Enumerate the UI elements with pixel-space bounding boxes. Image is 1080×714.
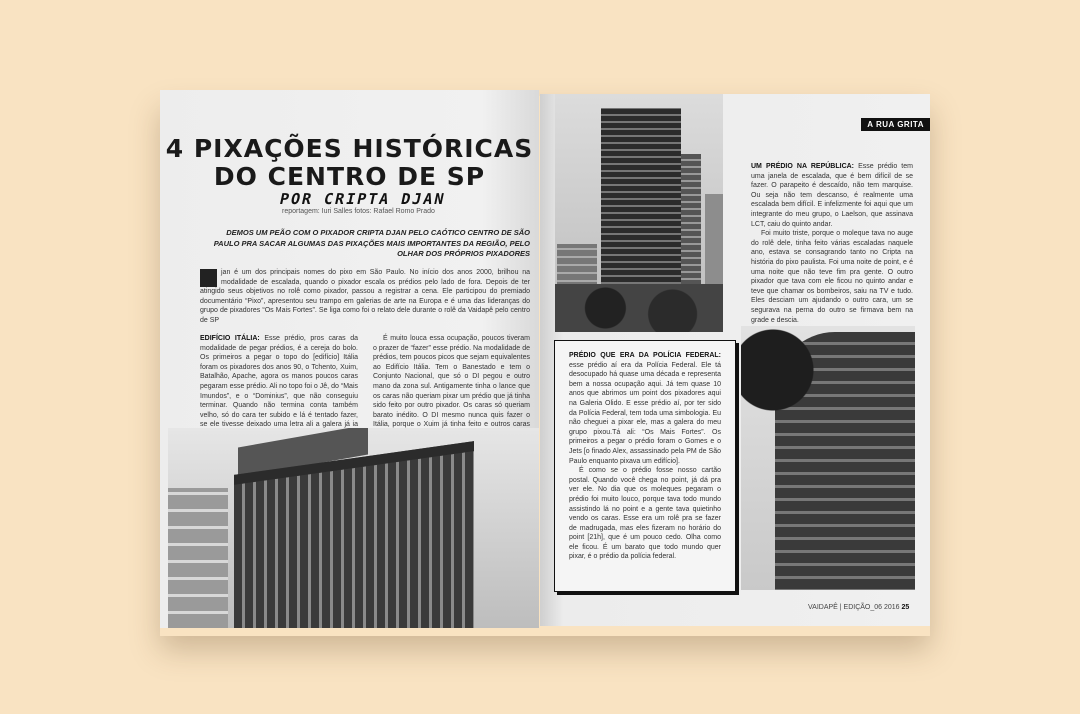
column-edificio-italia: [200, 334, 358, 440]
graffiti-byline: POR CRIPTA DJAN: [278, 190, 448, 208]
photo-edificio-italia: [168, 428, 539, 628]
policia-federal-box: [554, 340, 736, 592]
photo-tower-skyline: [555, 94, 723, 332]
column-republica: [751, 162, 913, 325]
right-page: [540, 94, 930, 626]
section-heading-italia: EDIFÍCIO ITÁLIA:: [200, 335, 260, 342]
lead-paragraph: DEMOS UM PEÃO COM O PIXADOR CRIPTA DJAN PELO CAÓTICO CENTRO DE SÃO PAULO PRA SACAR ALGUMAS DAS PIXAÇÕES MAIS IMPORTANTES DA REGIÃO, PELO OLHAR DOS PRÓPRIOS PIXADORES: [213, 228, 530, 258]
article-title-line1: 4 PIXAÇÕES HISTÓRICAS: [165, 134, 534, 163]
section-text-republica-2: Foi muito triste, porque o moleque tava no auge do rolê dele, tinha feito várias escaladas naquele ano, estava se consagrando tanto no Cripta na história do pixo paulista. Foi uma noite de point, e é uma noite que não teve fim pra gente. O outro pixador que tava com ele ficou no quinto andar e teve que chamar os bombeiros, saiu na TV e tudo. Eles desciam um ajudando o outro cara, um se segurava na perna do outro se firmava bem na grade e descia.: [751, 230, 913, 324]
section-text-pf: esse prédio aí era da Polícia Federal. Ele tá desocupado há quase uma década e representa bem a nossa ocupação aqui. Já tem quase 10 anos que abrimos um point dos pixadores aqui na Galeria Olido. E esse prédio aí, por ter sido da Polícia Federal, tem toda uma simbologia. Eu não cheguei a pixar ele, mas a galera do meu grupo pixou.Tá ali: “Os Mais Fortes”. Os primeiros a pegar o prédio foram o Gomes e o Jets [o finado Alex, assassinado pela PM de São Paulo enquanto pixava um edifício].: [569, 361, 721, 465]
section-text-republica: Esse prédio tem uma janela de escalada, que é bem difícil de se fazer. O parapeito é descaído, não tem marquise. Ou seja não tem descanso, é realmente uma escalada bem difícil. E infelizmente foi aqui que um integrante do meu grupo, o Laelson, que assinava LCT, caiu do quinto andar.: [751, 163, 913, 228]
left-page: [160, 90, 539, 628]
section-logo: A RUA GRITA: [861, 118, 930, 131]
intro-text: jan é um dos principais nomes do pixo em São Paulo. No início dos anos 2000, brilhou na modalidade de escalada, quando o pixador escala os prédios pelo lado de fora. Depois de ter atingido seus objetivos no rolê como pixador, passou a registrar a cena. Ele participou do premiado documentário “Pixo”, apresentou seu trampo em galerias de arte na Europa e é uma das lideranças do grupo de pixadores “Os Mais Fortes”. Se liga como foi o relato dele durante o rolê da Vaidapê pelo centro de SP: [200, 269, 530, 324]
column-policia-federal: [555, 341, 735, 562]
page-number: 25: [901, 604, 910, 611]
folio-text: VAIDAPÊ | EDIÇÃO_06 2016: [808, 604, 900, 611]
column-italia-continued: É muito louca essa ocupação, poucos tiveram o prazer de “fazer” esse prédio. Na modalidade de prédios, tem poucos picos que sejam equivalentes ao Edifício Itália. Tem o Banestado e tem o Conjunto Nacional, que só o DI pegou e outro mano da zona sul. Antigamente tinha o lance que os caras não queriam pixar um prédio que já tinha sido feito por outro pixador. Os caras só queriam barato inédito. O DI mesmo nunca quis fazer o Itália, porque o Xuim já tinha feito e outros caras: [373, 335, 530, 429]
article-title-line2: DO CENTRO DE SP: [213, 162, 486, 191]
credits: reportagem: Iuri Salles fotos: Rafael Romo Prado: [282, 208, 435, 215]
section-heading-pf: PRÉDIO QUE ERA DA POLÍCIA FEDERAL:: [569, 352, 721, 359]
section-heading-republica: UM PRÉDIO NA REPÚBLICA:: [751, 163, 855, 170]
page-footer: [808, 604, 909, 611]
section-text-italia: Esse prédio, pros caras da modalidade de pegar prédios, é a cereja do bolo. Os primeiros a pegar o topo do [edifício] Itália foram os pixadores dos anos 90, o Tchento, Xuim, Batalhão, Apache, agora os manos poucos caras pegaram esse prédio. Ali no topo foi o Jê, do “Mais Imundos”, e o “Dominius”, que não conseguiu terminar. Quando não termina conta também velho, só do cara ter subido e lá é tentado fazer, se ele tivesse deixado uma letra ali a galera já ia: [200, 335, 358, 429]
section-text-pf-2: É como se o prédio fosse nosso cartão postal. Quando você chega no point, já dá pra ver ele. No dia que os moleques pegaram o prédio foi muito louco, porque tava todo mundo assistindo lá no point e a gente tava quietinho vendo os caras. Esse era um rolê pra se fazer de madrugada, mas eles fizeram no horário do point [21h], que é um pouco cedo. Olha como ele ficou. É um barato que todo mundo quer pixar, é o prédio da polícia federal.: [569, 467, 721, 561]
intro-paragraph: [200, 268, 530, 326]
photo-republica-building: [741, 326, 915, 590]
drop-cap: [200, 269, 217, 287]
